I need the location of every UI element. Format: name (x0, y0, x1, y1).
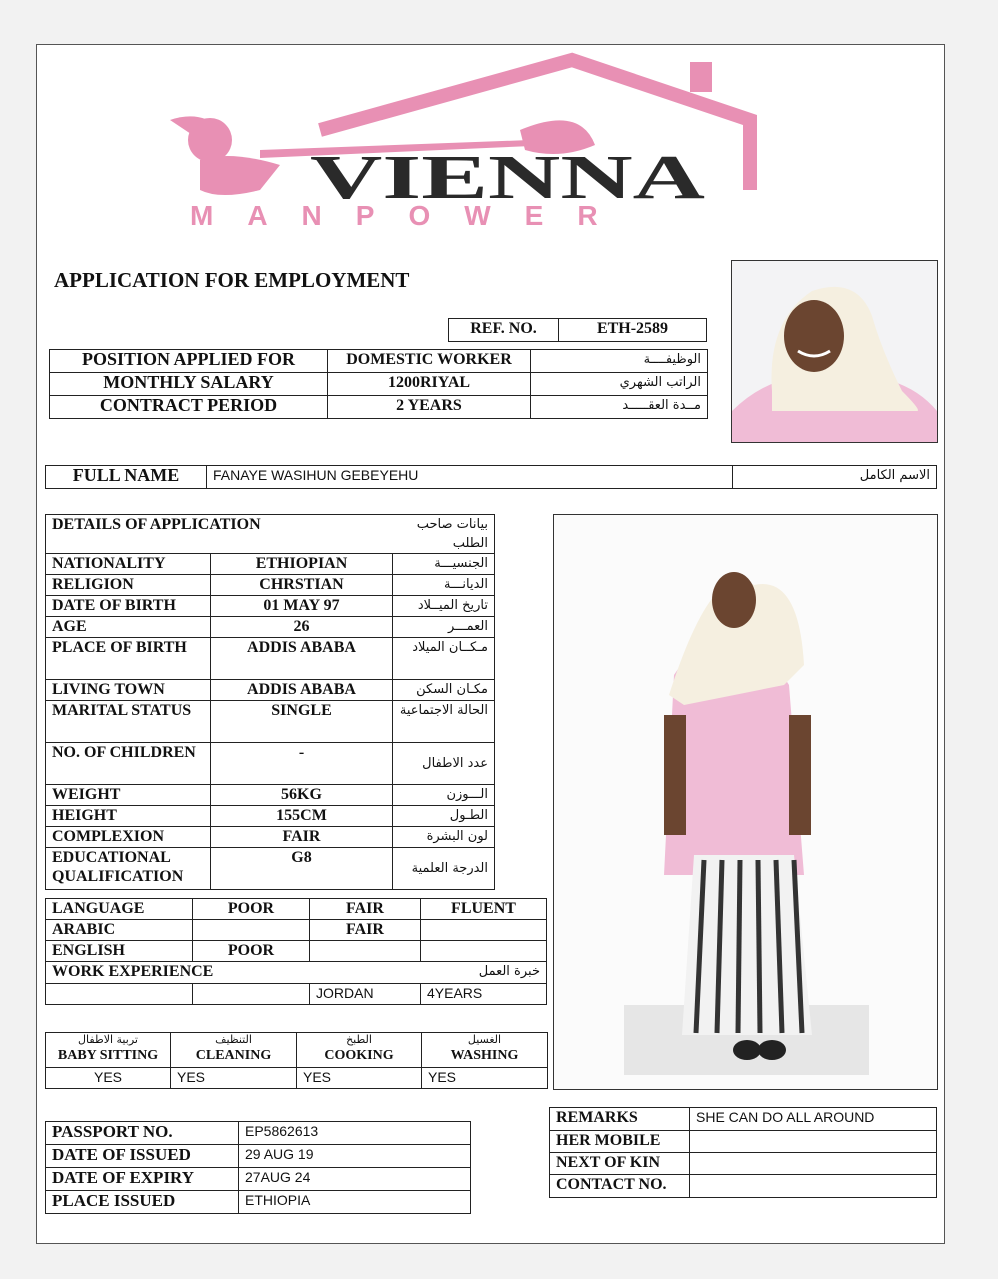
detail-value: ADDIS ABABA (211, 680, 393, 701)
skill-value: YES (422, 1068, 548, 1089)
remarks-label: HER MOBILE (550, 1131, 690, 1153)
detail-label: COMPLEXION (46, 827, 211, 848)
detail-label: NATIONALITY (46, 554, 211, 575)
remarks-table (549, 1107, 937, 1198)
position-label: POSITION APPLIED FOR (50, 350, 328, 373)
detail-label: EDUCATIONAL QUALIFICATION (46, 848, 211, 890)
ref-table (448, 318, 707, 342)
work-cell (193, 984, 310, 1005)
remarks-label: CONTACT NO. (550, 1175, 690, 1198)
detail-ar: الـــوزن (393, 785, 495, 806)
ref-label: REF. NO. (449, 319, 559, 342)
passport-label: PASSPORT NO. (46, 1122, 239, 1145)
full-name-value: FANAYE WASIHUN GEBEYEHU (207, 466, 733, 489)
passport-value: 27AUG 24 (239, 1168, 471, 1191)
detail-label: LIVING TOWN (46, 680, 211, 701)
position-table (49, 349, 708, 419)
language-cell: POOR (193, 941, 310, 962)
detail-value: ETHIOPIAN (211, 554, 393, 575)
skills-label-row (46, 1033, 548, 1068)
remarks-value (690, 1131, 937, 1153)
detail-value: SINGLE (211, 701, 393, 743)
passport-value: 29 AUG 19 (239, 1145, 471, 1168)
remarks-value: SHE CAN DO ALL AROUND (690, 1108, 937, 1131)
full-name-label: FULL NAME (46, 466, 207, 489)
remarks-value (690, 1175, 937, 1198)
detail-label: AGE (46, 617, 211, 638)
detail-ar: مكـان السكن (393, 680, 495, 701)
detail-value: - (211, 743, 393, 785)
passport-table (45, 1121, 471, 1214)
language-cell (421, 941, 547, 962)
detail-value: 01 MAY 97 (211, 596, 393, 617)
full-name-table (45, 465, 937, 489)
detail-value: 155CM (211, 806, 393, 827)
detail-label: WEIGHT (46, 785, 211, 806)
language-header: POOR (193, 899, 310, 920)
skill-label: BABY SITTING (57, 1048, 159, 1063)
page-title: APPLICATION FOR EMPLOYMENT (54, 268, 410, 292)
language-cell (310, 941, 421, 962)
contract-ar: مــدة العقـــــد (531, 396, 708, 419)
language-cell (193, 920, 310, 941)
language-header: FAIR (310, 899, 421, 920)
contract-row (50, 396, 708, 419)
ref-value: ETH-2589 (559, 319, 707, 342)
salary-label: MONTHLY SALARY (50, 373, 328, 396)
language-header-row (46, 899, 547, 920)
detail-ar: الديانـــة (393, 575, 495, 596)
detail-ar: الجنسيـــة (393, 554, 495, 575)
person-headshot-icon (732, 261, 937, 442)
detail-ar: الدرجة العلمية (393, 848, 495, 890)
work-experience-label: WORK EXPERIENCE (46, 962, 421, 984)
remarks-value (690, 1153, 937, 1175)
language-row (46, 920, 547, 941)
detail-value: G8 (211, 848, 393, 890)
detail-ar: العمـــر (393, 617, 495, 638)
detail-ar: الحالة الاجتماعية (393, 701, 495, 743)
details-header: DETAILS OF APPLICATION (46, 515, 393, 554)
skill-value: YES (171, 1068, 297, 1089)
detail-value: CHRSTIAN (211, 575, 393, 596)
work-duration: 4YEARS (421, 984, 547, 1005)
detail-label: MARITAL STATUS (46, 701, 211, 743)
skill-value: YES (46, 1068, 171, 1089)
headshot-photo (731, 260, 938, 443)
skill-value: YES (297, 1068, 422, 1089)
skill-header (46, 1033, 171, 1068)
detail-label: HEIGHT (46, 806, 211, 827)
passport-value: EP5862613 (239, 1122, 471, 1145)
language-cell: ENGLISH (46, 941, 193, 962)
skills-value-row (46, 1068, 548, 1089)
salary-row (50, 373, 708, 396)
details-header-ar: بيانات صاحب الطلب (393, 515, 495, 554)
contract-label: CONTRACT PERIOD (50, 396, 328, 419)
skill-label: WASHING (450, 1048, 519, 1063)
skill-label: CLEANING (195, 1048, 272, 1063)
logo-sub-text: MANPOWER (190, 200, 632, 230)
passport-label: DATE OF ISSUED (46, 1145, 239, 1168)
skills-table (45, 1032, 548, 1089)
contract-value: 2 YEARS (328, 396, 531, 419)
details-table (45, 514, 495, 890)
detail-value: ADDIS ABABA (211, 638, 393, 680)
passport-label: DATE OF EXPIRY (46, 1168, 239, 1191)
detail-ar: لون البشرة (393, 827, 495, 848)
passport-label: PLACE ISSUED (46, 1191, 239, 1214)
language-header: FLUENT (421, 899, 547, 920)
detail-value: FAIR (211, 827, 393, 848)
details-header-row (46, 515, 495, 554)
language-cell: ARABIC (46, 920, 193, 941)
language-table (45, 898, 547, 1005)
skill-header (297, 1033, 422, 1068)
remarks-label: REMARKS (550, 1108, 690, 1131)
detail-label: PLACE OF BIRTH (46, 638, 211, 680)
position-value: DOMESTIC WORKER (328, 350, 531, 373)
language-cell: FAIR (310, 920, 421, 941)
logo-brand-text: VIENNA (310, 144, 706, 212)
skill-label: COOKING (324, 1048, 394, 1063)
skill-ar: الغسيل (467, 1033, 502, 1046)
detail-ar: مـكــان الميلاد (393, 638, 495, 680)
detail-value: 56KG (211, 785, 393, 806)
remarks-label: NEXT OF KIN (550, 1153, 690, 1175)
salary-value: 1200RIYAL (328, 373, 531, 396)
work-experience-header-row (46, 962, 547, 984)
work-experience-row (46, 984, 547, 1005)
work-cell (46, 984, 193, 1005)
detail-ar: الطـول (393, 806, 495, 827)
vienna-manpower-logo (160, 50, 780, 230)
full-name-ar: الاسم الكامل (733, 466, 937, 489)
detail-value: 26 (211, 617, 393, 638)
detail-label: NO. OF CHILDREN (46, 743, 211, 785)
full-body-photo (553, 514, 938, 1090)
work-country: JORDAN (310, 984, 421, 1005)
position-ar: الوظيفــــة (531, 350, 708, 373)
language-cell (421, 920, 547, 941)
skill-ar: التنظيف (215, 1033, 252, 1046)
salary-ar: الراتب الشهري (531, 373, 708, 396)
work-experience-ar: خبرة العمل (421, 962, 547, 984)
language-row (46, 941, 547, 962)
detail-label: DATE OF BIRTH (46, 596, 211, 617)
passport-value: ETHIOPIA (239, 1191, 471, 1214)
person-full-body-icon (554, 515, 937, 1089)
skill-header (422, 1033, 548, 1068)
skill-header (171, 1033, 297, 1068)
skill-ar: الطبخ (346, 1033, 372, 1046)
detail-ar: عدد الاطفال (393, 743, 495, 785)
detail-label: RELIGION (46, 575, 211, 596)
language-header: LANGUAGE (46, 899, 193, 920)
detail-ar: تاريخ الميــلاد (393, 596, 495, 617)
skill-ar: تربية الاطفال (78, 1033, 138, 1046)
position-row (50, 350, 708, 373)
